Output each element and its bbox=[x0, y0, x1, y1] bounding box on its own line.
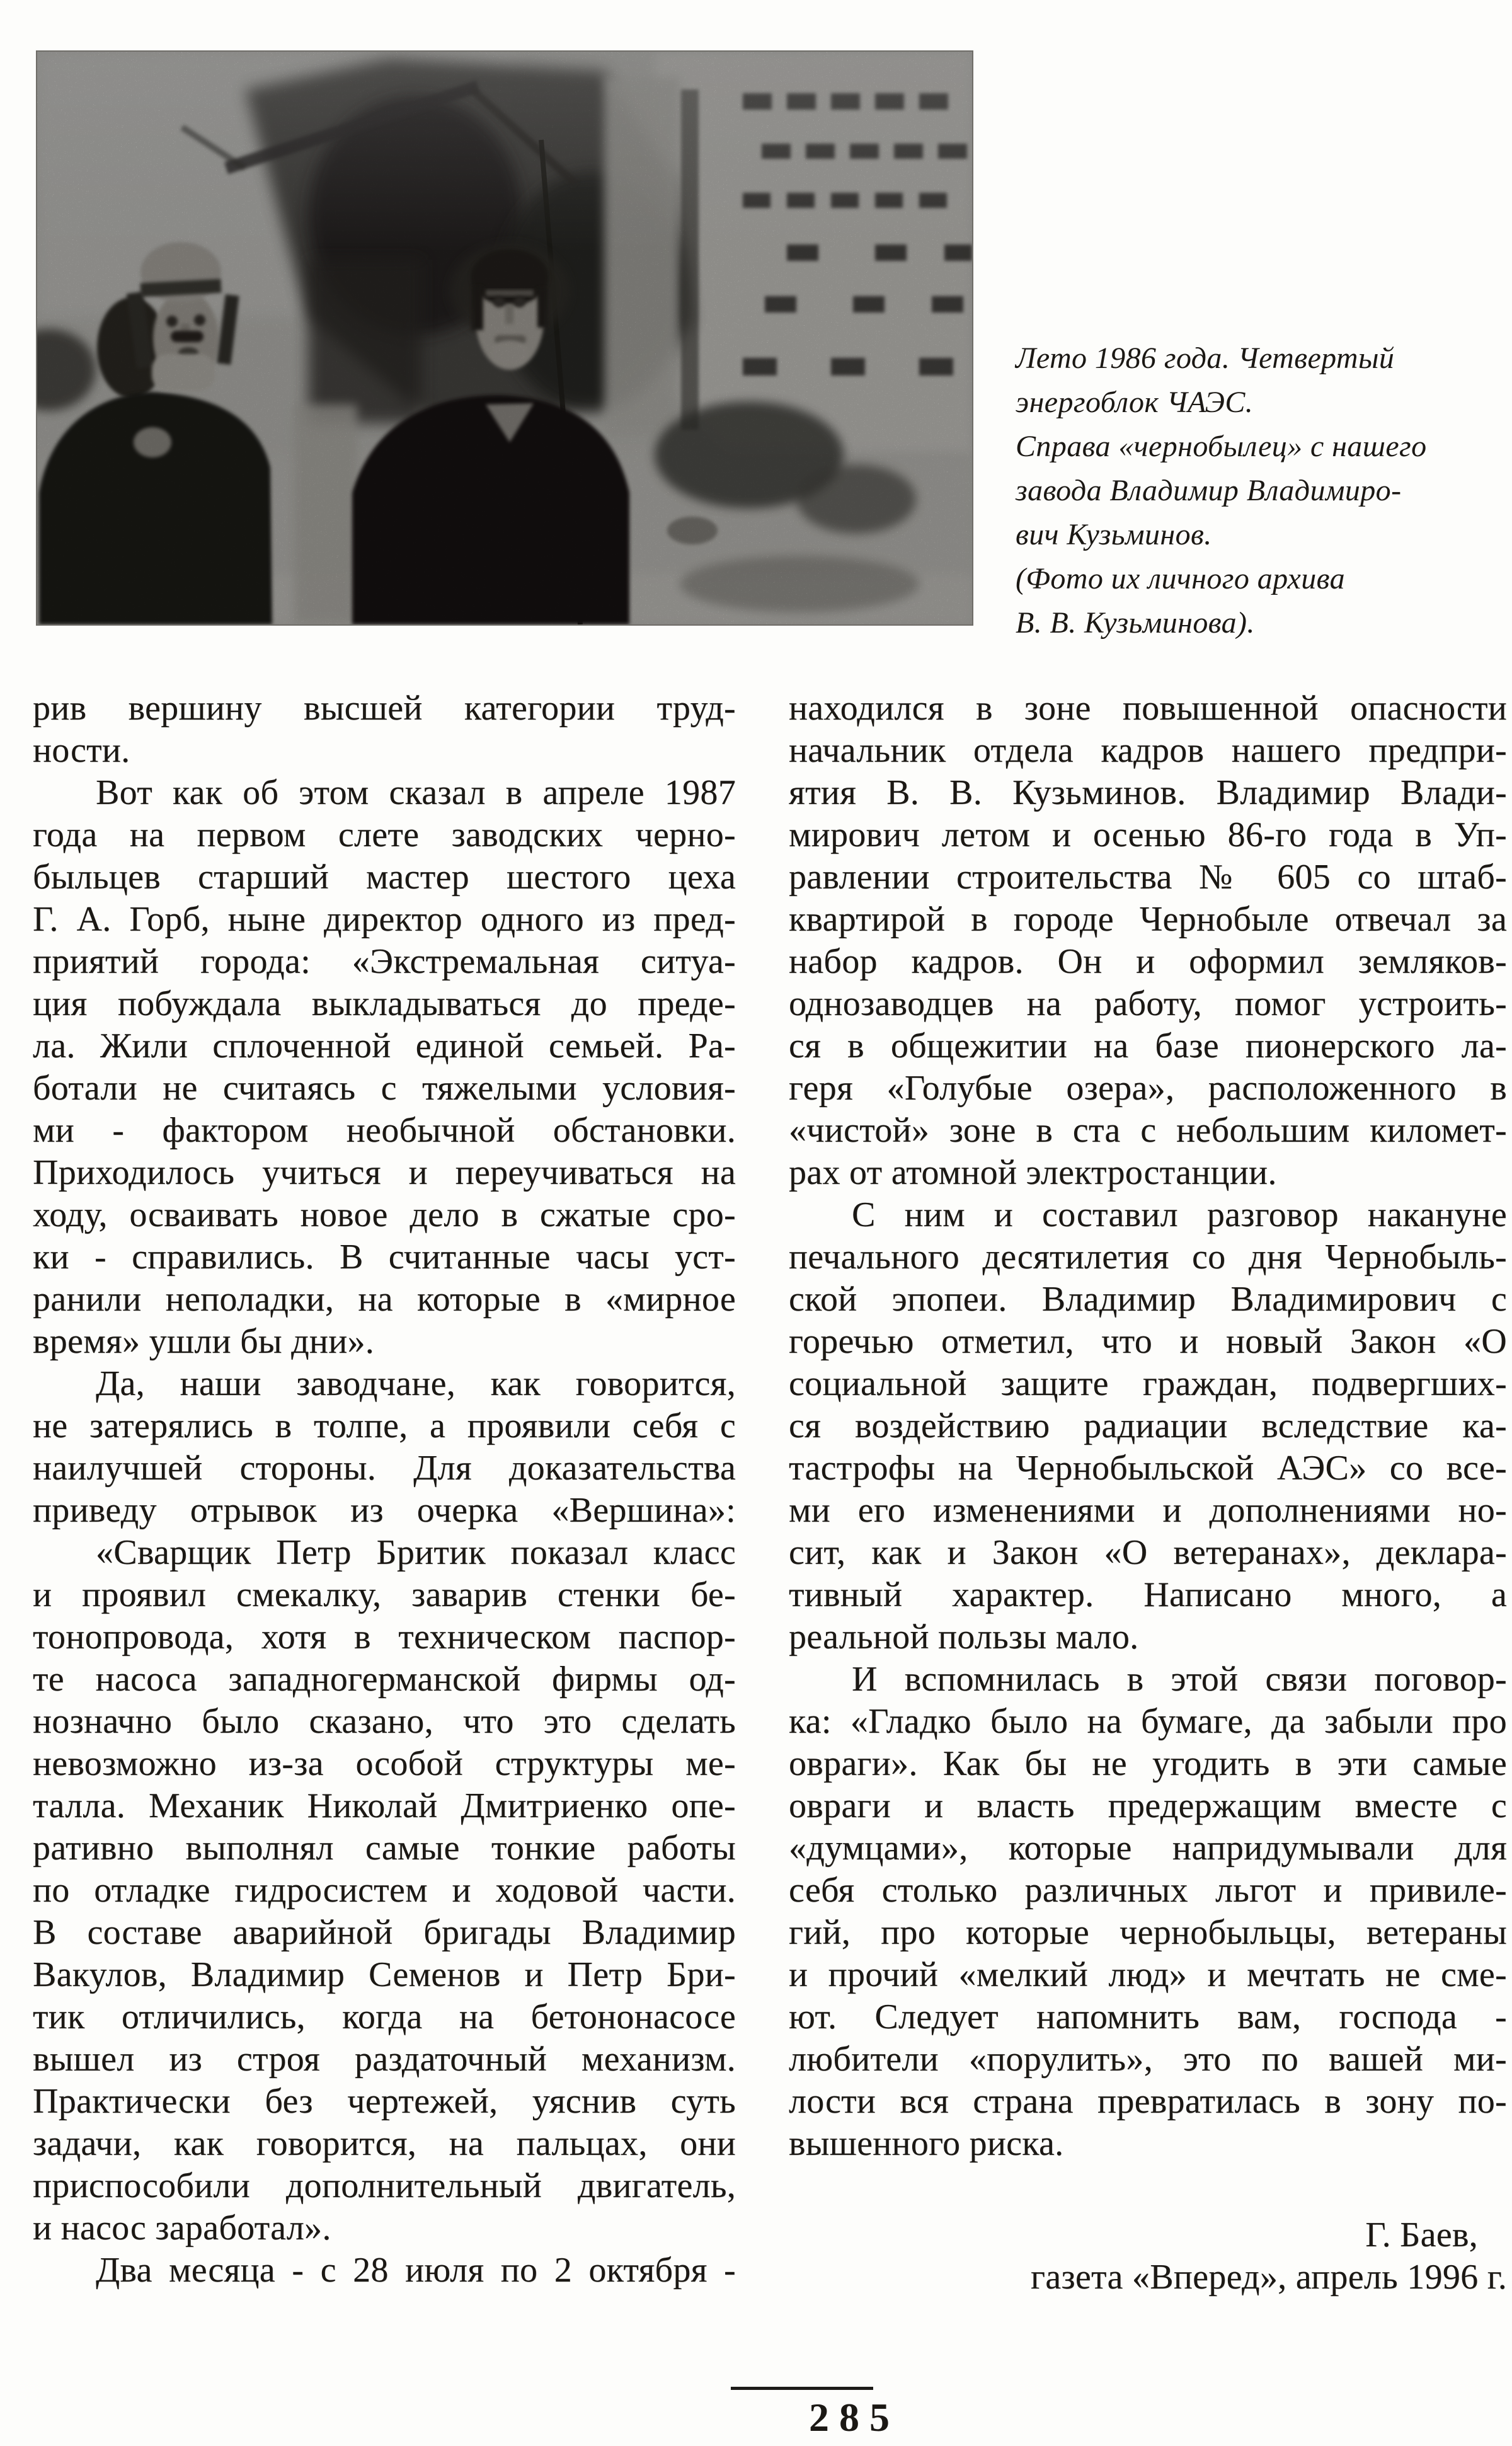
text-line: квартирой в городе Чернобыле отвечал за bbox=[789, 900, 1507, 939]
caption-line: В. В. Кузьминова). bbox=[1016, 606, 1255, 640]
text-line: Г. А. Горб, ныне директор одного из пред- bbox=[33, 900, 736, 939]
text-line: печального десятилетия со дня Чернобыль- bbox=[789, 1237, 1507, 1277]
text-column-right bbox=[789, 687, 1507, 2299]
text-line: Вот как об этом сказал в апреле 1987 bbox=[96, 773, 736, 812]
text-line: однозаводцев на работу, помог устроить- bbox=[789, 984, 1507, 1023]
text-line: и насос заработал». bbox=[33, 2208, 331, 2248]
text-line: быльцев старший мастер шестого цеха bbox=[33, 858, 736, 897]
text-line: тик отличились, когда на бетононасосе bbox=[33, 1997, 736, 2036]
caption-line: (Фото их личного архива bbox=[1016, 562, 1345, 595]
text-line: ки - справились. В считанные часы уст- bbox=[33, 1237, 736, 1277]
text-line: ми его изменениями и дополнениями но- bbox=[789, 1491, 1507, 1530]
text-line: С ним и составил разговор накануне bbox=[852, 1195, 1507, 1234]
text-line: Вакулов, Владимир Семенов и Петр Бри- bbox=[33, 1955, 736, 1994]
text-column-left bbox=[33, 687, 736, 2292]
text-line: по отладке гидросистем и ходовой части. bbox=[33, 1871, 736, 1910]
text-line: ют. Следует напомнить вам, господа - bbox=[789, 1997, 1507, 2036]
text-line: набор кадров. Он и оформил земляков- bbox=[789, 942, 1507, 981]
text-line: приятий города: «Экстремальная ситуа- bbox=[33, 942, 736, 981]
text-line: задачи, как говорится, на пальцах, они bbox=[33, 2124, 736, 2163]
text-line: года на первом слете заводских черно- bbox=[33, 815, 736, 854]
text-line: рив вершину высшей категории труд- bbox=[33, 689, 736, 728]
text-line: овраги». Как бы не угодить в эти самые bbox=[789, 1744, 1507, 1783]
text-line: гий, про которые чернобыльцы, ветераны bbox=[789, 1913, 1507, 1952]
text-line: ботали не считаясь с тяжелыми условия- bbox=[33, 1069, 736, 1108]
text-line: начальник отдела кадров нашего предпри- bbox=[789, 731, 1507, 770]
text-line: социальной защите граждан, подвергших- bbox=[789, 1364, 1507, 1403]
text-line: любители «порулить», это по вашей ми- bbox=[789, 2040, 1507, 2079]
page-number: 285 bbox=[809, 2395, 900, 2440]
text-line: И вспомнилась в этой связи поговор- bbox=[852, 1660, 1507, 1699]
text-line: ка: «Гладко было на бумаге, да забыли про bbox=[789, 1702, 1507, 1741]
text-line: «чистой» зоне в ста с небольшим километ- bbox=[789, 1111, 1507, 1150]
text-line: Г. Баев, bbox=[1365, 2215, 1478, 2254]
text-line: тивный характер. Написано много, а bbox=[789, 1575, 1507, 1614]
text-line: талла. Механик Николай Дмитриенко опе- bbox=[33, 1786, 736, 1825]
text-line: ходу, осваивать новое дело в сжатые сро- bbox=[33, 1195, 736, 1234]
text-line: и прочий «мелкий люд» и мечтать не сме- bbox=[789, 1955, 1507, 1994]
photo-caption bbox=[1016, 336, 1509, 645]
text-line: лости вся страна превратилась в зону по- bbox=[789, 2082, 1507, 2121]
text-line: ранили неполадки, на которые в «мирное bbox=[33, 1280, 736, 1319]
text-line: ности. bbox=[33, 731, 130, 770]
caption-line: вич Кузьминов. bbox=[1016, 518, 1212, 551]
caption-line: энергоблок ЧАЭС. bbox=[1016, 386, 1254, 419]
text-line: себя столько различных льгот и привиле- bbox=[789, 1871, 1507, 1910]
text-line: реальной пользы мало. bbox=[789, 1617, 1139, 1657]
text-line: рах от атомной электростанции. bbox=[789, 1153, 1277, 1192]
text-line: овраги и власть предержащим вместе с bbox=[789, 1786, 1507, 1825]
text-line: те насоса западногерманской фирмы од- bbox=[33, 1660, 736, 1699]
text-line: приведу отрывок из очерка «Вершина»: bbox=[33, 1491, 736, 1530]
text-line: горечью отметил, что и новый Закон «О bbox=[789, 1322, 1507, 1361]
text-line: ция побуждала выкладываться до преде- bbox=[33, 984, 736, 1023]
text-line: время» ушли бы дни». bbox=[33, 1322, 375, 1361]
text-line: приспособили дополнительный двигатель, bbox=[33, 2166, 736, 2205]
caption-line: Справа «чернобылец» с нашего bbox=[1016, 430, 1427, 463]
caption-line: Лето 1986 года. Четвертый bbox=[1016, 342, 1395, 375]
text-line: В составе аварийной бригады Владимир bbox=[33, 1913, 736, 1952]
text-line: «Сварщик Петр Бритик показал класс bbox=[96, 1533, 736, 1572]
text-line: Практически без чертежей, уяснив суть bbox=[33, 2082, 736, 2121]
text-line: Приходилось учиться и переучиваться на bbox=[33, 1153, 736, 1192]
text-line: вышенного риска. bbox=[789, 2124, 1064, 2163]
text-line: сит, как и Закон «О ветеранах», деклара- bbox=[789, 1533, 1507, 1572]
text-line: Два месяца - с 28 июля по 2 октября - bbox=[96, 2251, 736, 2290]
text-line: не затерялись в толпе, а проявили себя с bbox=[33, 1406, 736, 1445]
text-line: тастрофы на Чернобыльской АЭС» со все- bbox=[789, 1449, 1507, 1488]
text-line: газета «Вперед», апрель 1996 г. bbox=[1031, 2258, 1507, 2297]
text-line: вышел из строя раздаточный механизм. bbox=[33, 2040, 736, 2079]
caption-line: завода Владимир Владимиро- bbox=[1016, 474, 1402, 507]
text-line: тонопровода, хотя в техническом паспор- bbox=[33, 1617, 736, 1657]
text-line: «думцами», которые напридумывали для bbox=[789, 1829, 1507, 1868]
text-line: находился в зоне повышенной опасности bbox=[789, 689, 1507, 728]
text-line: равлении строительства № 605 со штаб- bbox=[789, 858, 1507, 897]
text-line: невозможно из-за особой структуры ме- bbox=[33, 1744, 736, 1783]
text-line: ся в общежитии на базе пионерского ла- bbox=[789, 1026, 1507, 1065]
footer-divider bbox=[731, 2387, 873, 2390]
text-line: Да, наши заводчане, как говорится, bbox=[96, 1364, 736, 1403]
text-line: наилучшей стороны. Для доказательства bbox=[33, 1449, 736, 1488]
text-line: мирович летом и осенью 86-го года в Уп- bbox=[789, 815, 1507, 854]
photo-illustration bbox=[37, 52, 972, 624]
text-line: ративно выполнял самые тонкие работы bbox=[33, 1829, 736, 1868]
text-line: ской эпопеи. Владимир Владимирович с bbox=[789, 1280, 1507, 1319]
text-line: нозначно было сказано, что это сделать bbox=[33, 1702, 736, 1741]
photo bbox=[36, 50, 973, 626]
text-line: ся воздействию радиации вследствие ка- bbox=[789, 1406, 1507, 1445]
text-line: ла. Жили сплоченной единой семьей. Ра- bbox=[33, 1026, 736, 1065]
text-line: ятия В. В. Кузьминов. Владимир Влади- bbox=[789, 773, 1507, 812]
text-line: и проявил смекалку, заварив стенки бе- bbox=[33, 1575, 736, 1614]
text-line: ми - фактором необычной обстановки. bbox=[33, 1111, 736, 1150]
text-line: геря «Голубые озера», расположенного в bbox=[789, 1069, 1507, 1108]
